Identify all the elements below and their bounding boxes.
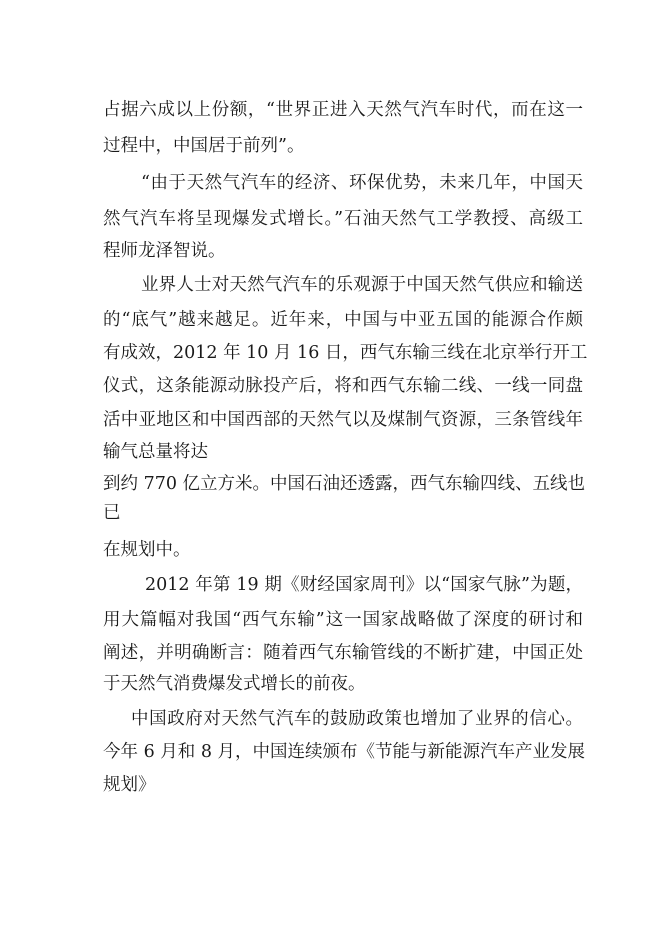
text-line: 规划》 (103, 775, 156, 795)
text-line: 的“底气”越来越足。近年来，中国与中亚五国的能源合作颇 (103, 310, 583, 330)
text-line: 中国政府对天然气汽车的鼓励政策也增加了业界的信心。 (131, 709, 583, 729)
text-line: 有成效，2012 年 10 月 16 日，西气东输三线在北京举行开工 (103, 343, 588, 363)
text-line: 输气总量将达 (103, 442, 208, 462)
text-line: 占据六成以上份额，“世界正进入天然气汽车时代，而在这一 (103, 100, 583, 120)
text-line: 今年 6 月和 8 月，中国连续颁布《节能与新能源汽车产业发展 (103, 742, 586, 762)
text-line: 业界人士对天然气汽车的乐观源于中国天然气供应和输送 (141, 275, 583, 295)
text-line: 过程中，中国居于前列”。 (103, 136, 305, 156)
text-line: “由于天然气汽车的经济、环保优势，未来几年，中国天 (141, 173, 583, 193)
text-line: 用大篇幅对我国“西气东输”这一国家战略做了深度的研讨和 (103, 610, 583, 630)
text-line: 程师龙泽智说。 (103, 241, 226, 261)
text-line: 活中亚地区和中国西部的天然气以及煤制气资源，三条管线年 (103, 410, 583, 430)
text-line: 然气汽车将呈现爆发式增长。”石油天然气工学教授、高级工 (103, 209, 583, 229)
text-line: 仪式，这条能源动脉投产后，将和西气东输二线、一线一同盘 (103, 376, 583, 396)
text-line: 阐述，并明确断言：随着西气东输管线的不断扩建，中国正处 (103, 643, 583, 663)
text-line: 2012 年第 19 期《财经国家周刊》以“国家气脉”为题， (145, 575, 583, 595)
text-line: 于天然气消费爆发式增长的前夜。 (103, 674, 366, 694)
text-line: 到约 770 亿立方米。中国石油还透露，西气东输四线、五线也 (103, 474, 586, 494)
text-line: 在规划中。 (103, 540, 191, 560)
text-line: 已 (103, 503, 121, 523)
